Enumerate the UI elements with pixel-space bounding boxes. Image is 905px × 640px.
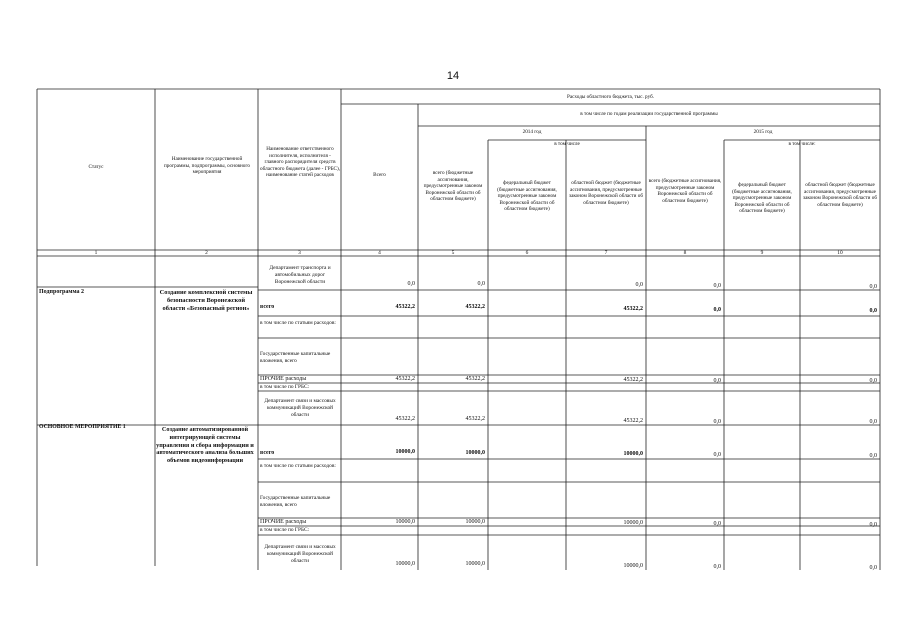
value-cell: 10000,0 <box>395 449 415 455</box>
value-cell: 10000,0 <box>465 561 485 567</box>
value-cell: 45322,2 <box>623 306 643 312</box>
name-cell: Создание комплексной системы безопасности Воронежской области «Безопасный регион» <box>159 289 253 312</box>
executor-cell: в том числе по ГРБС: <box>260 384 310 390</box>
header-status: Статус <box>88 164 104 170</box>
col-number: 3 <box>298 250 301 256</box>
col-number: 9 <box>760 250 764 256</box>
value-cell: 0,0 <box>869 522 877 528</box>
executor-cell: в том числе по статьям расходов: <box>260 320 336 326</box>
value-cell: 0,0 <box>869 284 877 290</box>
value-cell: 10000,0 <box>395 519 415 525</box>
value-cell: 10000,0 <box>623 520 643 526</box>
value-cell: 10000,0 <box>395 561 415 567</box>
name-cell: Создание автоматизированной интегрирующей системы управления и сбора информации и автоматического анализа больших объемов видеоинформации <box>156 426 254 464</box>
header-regional-2015: областной бюджет (бюджетные ассигнования, предусмотренные законом Воронежской области об областном бюджете) <box>803 182 877 208</box>
value-cell: 10000,0 <box>465 519 485 525</box>
executor-cell: всего <box>260 450 275 456</box>
header-including-2014: в том числе <box>554 141 580 147</box>
value-cell: 0,0 <box>869 308 877 314</box>
value-cell: 0,0 <box>869 419 877 425</box>
executor-cell: Департамент связи и массовых коммуникаций Воронежской области <box>264 398 336 418</box>
value-cell: 45322,2 <box>623 377 643 383</box>
value-cell: 0,0 <box>713 521 721 527</box>
value-cell: 0,0 <box>713 307 721 313</box>
value-cell: 0,0 <box>713 452 721 458</box>
header-year-2014: 2014 год <box>522 129 542 135</box>
col-number: 8 <box>683 250 687 256</box>
col-number: 4 <box>378 250 381 256</box>
header-federal-2015: федеральный бюджет (бюджетные ассигнования, предусмотренные законом Воронежской области об областном бюджете) <box>732 182 792 214</box>
header-year-2015: 2015 год <box>753 129 773 135</box>
value-cell: 0,0 <box>477 281 485 287</box>
value-cell: 0,0 <box>713 564 721 570</box>
value-cell: 45322,2 <box>465 376 485 382</box>
col-number: 6 <box>525 250 529 256</box>
col-number: 1 <box>94 250 98 256</box>
header-total: Всего <box>373 172 386 178</box>
status-cell: Подпрограмма 2 <box>39 289 85 295</box>
value-cell: 45322,2 <box>465 416 485 422</box>
header-federal-2014: федеральный бюджет (бюджетные ассигнования, предусмотренные законом Воронежской области об областном бюджете) <box>497 180 557 212</box>
executor-cell: в том числе по ГРБС: <box>260 527 310 533</box>
value-cell: 10000,0 <box>465 450 485 456</box>
page-number: 14 <box>446 70 460 82</box>
executor-cell: Департамент транспорта и автомобильных дорог Воронежской области <box>269 265 331 285</box>
value-cell: 45322,2 <box>623 418 643 424</box>
value-cell: 45322,2 <box>465 304 485 310</box>
header-regional-2014: областной бюджет (бюджетные ассигнования, предусмотренные законом Воронежской области об областном бюджете) <box>569 180 643 206</box>
value-cell: 0,0 <box>713 419 721 425</box>
value-cell: 0,0 <box>713 378 721 384</box>
executor-cell: в том числе по статьям расходов: <box>260 463 336 469</box>
col-number: 10 <box>837 250 843 256</box>
value-cell: 0,0 <box>869 565 877 571</box>
header-executor: Наименование ответственного исполнителя, исполнителя - главного распорядителя средств областного бюджета (далее - ГРБС), наименование статей расходов <box>260 146 340 178</box>
value-cell: 0,0 <box>407 281 415 287</box>
value-cell: 0,0 <box>869 453 877 459</box>
header-total-2015: всего (бюджетные ассигнования, предусмотренные законом Воронежской области об областном бюджете) <box>648 178 722 204</box>
col-number: 2 <box>205 250 208 256</box>
col-number: 7 <box>604 250 608 256</box>
col-number: 5 <box>451 250 455 256</box>
header-total-2014: всего (бюджетные ассигнования, предусмотренные законом Воронежской области об областном бюджете) <box>423 170 483 202</box>
value-cell: 10000,0 <box>623 563 643 569</box>
value-cell: 45322,2 <box>395 304 415 310</box>
executor-cell: всего <box>260 304 275 310</box>
header-name: Наименование государственной программы, подпрограммы, основного мероприятия <box>164 156 250 175</box>
executor-cell: ПРОЧИЕ расходы <box>260 376 307 382</box>
value-cell: 45322,2 <box>395 416 415 422</box>
header-by-years: в том числе по годам реализации государственной программы <box>580 111 718 117</box>
executor-cell: Департамент связи и массовых коммуникаций Воронежской области <box>264 544 336 564</box>
header-budget-title: Расходы областного бюджета, тыс. руб. <box>566 94 655 100</box>
value-cell: 10000,0 <box>623 451 643 457</box>
status-cell: ОСНОВНОЕ МЕРОПРИЯТИЕ 1 <box>39 424 126 430</box>
executor-cell: ПРОЧИЕ расходы <box>260 519 307 525</box>
executor-cell: Государственные капитальные вложения, всего <box>260 495 331 508</box>
value-cell: 0,0 <box>713 283 721 289</box>
value-cell: 0,0 <box>869 378 877 384</box>
executor-cell: Государственные капитальные вложения, всего <box>260 351 331 364</box>
header-including-2015: в том числе: <box>788 141 816 147</box>
value-cell: 0,0 <box>635 282 643 288</box>
value-cell: 45322,2 <box>395 376 415 382</box>
